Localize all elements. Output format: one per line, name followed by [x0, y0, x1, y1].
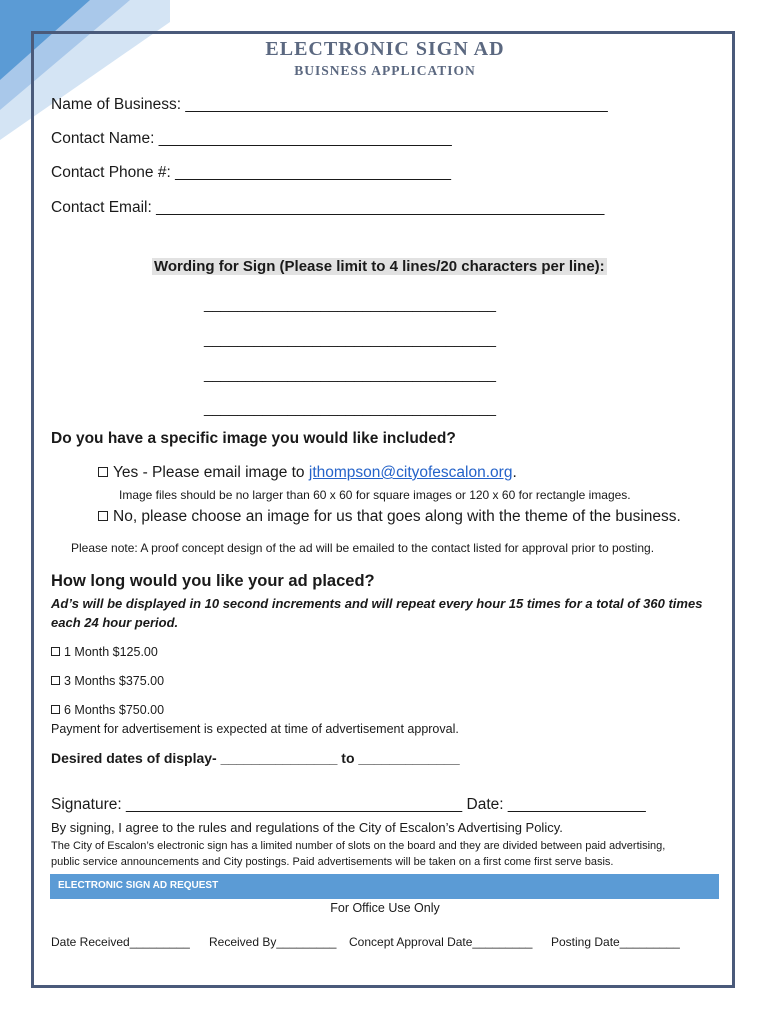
duration-heading: How long would you like your ad placed?	[51, 572, 375, 590]
image-size-note: Image files should be no larger than 60 x 60 for square images or 120 x 60 for rectangle images.	[119, 488, 631, 502]
received-by-field[interactable]: Received By_________	[209, 935, 337, 949]
form-title: ELECTRONIC SIGN AD	[265, 38, 505, 60]
yes-checkbox[interactable]	[98, 467, 108, 477]
contact-email-line[interactable]: ____________________________________________________	[156, 199, 605, 216]
three-months-label: 3 Months $375.00	[64, 674, 165, 688]
signature-line[interactable]: _______________________________________	[125, 796, 463, 813]
form-subtitle: BUISNESS APPLICATION	[294, 63, 476, 78]
contact-email-field[interactable]	[51, 199, 604, 217]
request-banner	[50, 874, 719, 899]
contact-phone-line[interactable]: ________________________________	[175, 164, 451, 181]
option-1-month[interactable]	[51, 645, 158, 659]
six-months-label: 6 Months $750.00	[64, 703, 165, 717]
option-3-months[interactable]	[51, 674, 164, 688]
wording-line-1[interactable]: ___________________________________	[204, 296, 496, 313]
display-dates-to-label: to	[341, 750, 355, 766]
signature-label: Signature:	[51, 796, 122, 813]
agreement-text: By signing, I agree to the rules and regulations of the City of Escalon’s Advertising Policy.	[51, 820, 563, 835]
contact-phone-field[interactable]	[51, 164, 451, 182]
duration-info-line-2: each 24 hour period.	[51, 615, 179, 630]
business-name-label: Name of Business:	[51, 96, 182, 113]
office-use-heading: For Office Use Only	[330, 901, 440, 915]
yes-label: Yes - Please email image to	[113, 464, 309, 481]
display-dates-field[interactable]	[51, 750, 460, 766]
no-checkbox[interactable]	[98, 511, 108, 521]
duration-info-line-1: Ad’s will be displayed in 10 second increments and will repeat every hour 15 times for a total of 360 times	[51, 596, 703, 611]
signature-field[interactable]	[51, 796, 646, 814]
yes-period: .	[512, 464, 517, 481]
payment-note: Payment for advertisement is expected at time of advertisement approval.	[51, 722, 459, 736]
option-6-months[interactable]	[51, 703, 164, 717]
business-name-field[interactable]	[51, 96, 608, 114]
image-question: Do you have a specific image you would like included?	[51, 430, 456, 447]
one-month-label: 1 Month $125.00	[64, 645, 158, 659]
business-name-line[interactable]: _________________________________________________	[185, 96, 608, 113]
six-months-checkbox[interactable]	[51, 705, 60, 714]
policy-text-line-2: public service announcements and City postings. Paid advertisements will be taken on a first come first serve basis.	[51, 856, 614, 868]
contact-email-label: Contact Email:	[51, 199, 152, 216]
wording-heading: Wording for Sign (Please limit to 4 lines/20 characters per line):	[154, 258, 605, 275]
wording-line-3[interactable]: ___________________________________	[204, 366, 496, 383]
date-received-field[interactable]: Date Received_________	[51, 935, 190, 949]
contact-name-label: Contact Name:	[51, 130, 155, 147]
proof-note: Please note: A proof concept design of the ad will be emailed to the contact listed for approval prior to posting.	[71, 541, 655, 555]
date-line[interactable]: ________________	[507, 796, 646, 813]
display-dates-to-line[interactable]: _____________	[358, 750, 460, 766]
image-yes-option[interactable]	[98, 464, 517, 482]
image-no-option[interactable]	[98, 508, 681, 526]
display-dates-label: Desired dates of display-	[51, 750, 217, 766]
posting-date-field[interactable]: Posting Date_________	[551, 935, 680, 949]
contact-name-field[interactable]	[51, 130, 452, 148]
display-dates-from-line[interactable]: _______________	[220, 750, 338, 766]
no-label: No, please choose an image for us that goes along with the theme of the business.	[113, 508, 681, 525]
date-label: Date:	[466, 796, 504, 813]
policy-text-line-1: The City of Escalon’s electronic sign has a limited number of slots on the board and they are divided between paid advertising,	[51, 840, 666, 852]
wording-line-4[interactable]: ___________________________________	[204, 400, 496, 417]
contact-name-line[interactable]: __________________________________	[158, 130, 452, 147]
email-link[interactable]: jthompson@cityofescalon.org	[308, 464, 513, 481]
wording-line-2[interactable]: ___________________________________	[204, 331, 496, 348]
three-months-checkbox[interactable]	[51, 676, 60, 685]
contact-phone-label: Contact Phone #:	[51, 164, 171, 181]
concept-approval-date-field[interactable]: Concept Approval Date_________	[349, 935, 533, 949]
one-month-checkbox[interactable]	[51, 647, 60, 656]
request-banner-label: ELECTRONIC SIGN AD REQUEST	[58, 880, 219, 891]
